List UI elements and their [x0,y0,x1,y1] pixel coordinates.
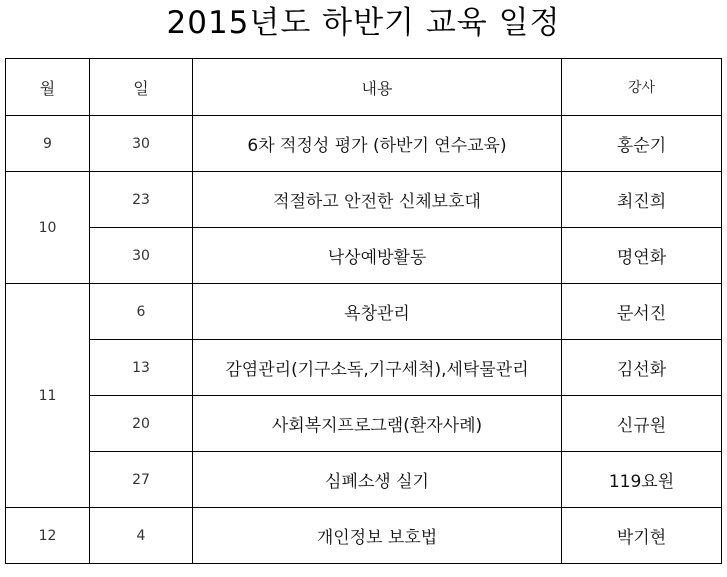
day-cell: 13 [90,340,193,396]
content-cell: 심폐소생 실기 [193,452,562,508]
content-cell: 6차 적정성 평가 (하반기 연수교육) [193,116,562,172]
schedule-table [5,58,722,564]
day-cell: 27 [90,452,193,508]
lecturer-cell: 홍순기 [562,116,722,172]
table-row [6,116,722,172]
header-lecturer: 강사 [562,59,722,116]
month-cell: 12 [6,508,90,564]
page-title: 2015년도 하반기 교육 일정 [166,5,561,41]
day-cell: 4 [90,508,193,564]
table-row [6,396,722,452]
header-content: 내용 [193,59,562,116]
lecturer-cell: 명연화 [562,228,722,284]
table-row [6,228,722,284]
content-cell: 사회복지프로그램(환자사례) [193,396,562,452]
month-cell: 9 [6,116,90,172]
content-cell: 감염관리(기구소독,기구세척),세탁물관리 [193,340,562,396]
lecturer-cell: 119요원 [562,452,722,508]
day-cell: 20 [90,396,193,452]
day-cell: 23 [90,172,193,228]
table-row [6,508,722,564]
content-cell: 낙상예방활동 [193,228,562,284]
table-header-row [6,59,722,116]
lecturer-cell: 최진희 [562,172,722,228]
lecturer-cell: 신규원 [562,396,722,452]
lecturer-cell: 문서진 [562,284,722,340]
lecturer-cell: 박기현 [562,508,722,564]
day-cell: 6 [90,284,193,340]
table-row [6,172,722,228]
header-month: 월 [6,59,90,116]
content-cell: 적절하고 안전한 신체보호대 [193,172,562,228]
content-cell: 욕창관리 [193,284,562,340]
day-cell: 30 [90,228,193,284]
day-cell: 30 [90,116,193,172]
header-day: 일 [90,59,193,116]
month-cell: 11 [6,284,90,508]
table-row [6,284,722,340]
table-row [6,452,722,508]
table-row [6,340,722,396]
content-cell: 개인정보 보호법 [193,508,562,564]
month-cell: 10 [6,172,90,284]
lecturer-cell: 김선화 [562,340,722,396]
